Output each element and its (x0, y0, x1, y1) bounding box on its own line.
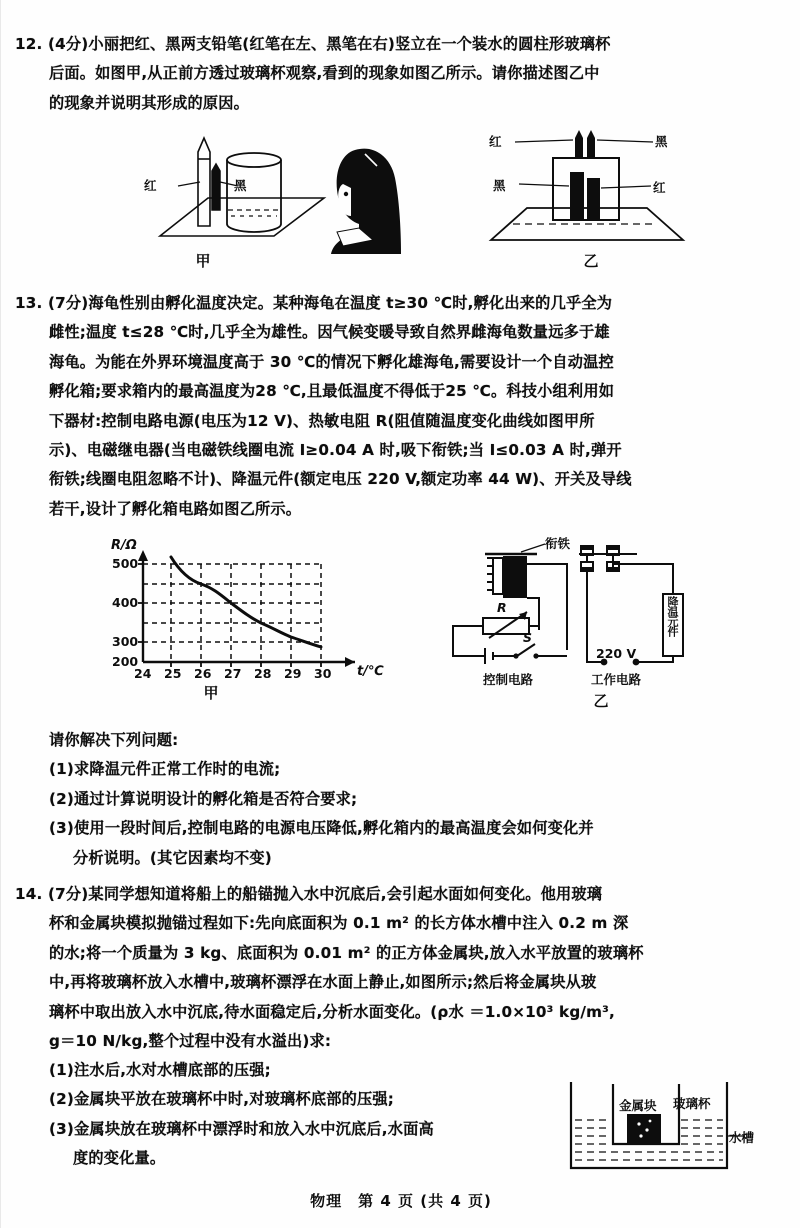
question-14-sub-3-cont: 度的变化量。 (73, 1149, 166, 1168)
graph-x-axis-label: t/℃ (357, 664, 384, 679)
circuit-label-working-circuit: 工作电路 (591, 672, 642, 687)
graph-xtick-28: 28 (254, 666, 272, 681)
circuit-label-control-circuit: 控制电路 (483, 672, 534, 687)
question-12-line-2: 后面。如图甲,从正前方透过玻璃杯观察,看到的现象如图乙所示。请你描述图乙中 (49, 64, 600, 83)
figure-12-yi-label-bottom-black: 黑 (493, 178, 506, 193)
graph-xtick-24: 24 (134, 666, 152, 681)
figure-14-label-glass-cup: 玻璃杯 (673, 1096, 711, 1111)
graph-y-axis-label: R/Ω (111, 538, 137, 553)
question-14-line-5: 璃杯中取出放入水中沉底,待水面稳定后,分析水面变化。(ρ水 ＝1.0×10³ kg/m³, (49, 1002, 615, 1021)
graph-ytick-200: 200 (112, 654, 139, 669)
graph-xtick-29: 29 (284, 666, 302, 681)
figure-12-jia-label-black: 黑 (234, 178, 247, 193)
figure-13-graph (109, 538, 384, 690)
graph-xtick-30: 30 (314, 666, 332, 681)
question-13-sub-2: (2)通过计算说明设计的孵化箱是否符合要求; (49, 789, 358, 808)
question-13-subquestions (15, 726, 787, 873)
figure-12-yi (471, 128, 701, 250)
circuit-label-thermistor: R (497, 600, 507, 615)
circuit-label-switch: S (523, 630, 533, 645)
question-13-line-2: 雌性;温度 t≤28 ℃时,几乎全为雄性。因气候变暖导致自然界雌海龟数量远多于雄 (49, 323, 610, 342)
figure-14-label-water-tank: 水槽 (729, 1130, 755, 1145)
question-13-line-4: 孵化箱;要求箱内的最高温度为28 ℃,且最低温度不得低于25 ℃。科技小组利用如 (49, 382, 615, 401)
circuit-label-mains-voltage: 220 V (596, 646, 637, 661)
question-13-line-1: 13. (7分)海龟性别由孵化温度决定。某种海龟在温度 t≥30 ℃时,孵化出来的几乎全为 (15, 294, 613, 312)
figure-12-jia-caption: 甲 (195, 252, 211, 270)
figure-12-yi-label-bottom-red: 红 (653, 180, 666, 195)
question-13-line-3: 海龟。为能在外界环境温度高于 30 ℃的情况下孵化雄海龟,需要设计一个自动温控 (49, 352, 614, 371)
question-13-line-5: 下器材:控制电路电源(电压为12 V)、热敏电阻 R(阻值随温度变化曲线如图甲所 (49, 411, 595, 430)
graph-xtick-27: 27 (224, 666, 242, 681)
figure-12-yi-label-top-red: 红 (489, 134, 502, 149)
question-12-text (15, 30, 787, 118)
figure-14-label-metal-block: 金属块 (619, 1098, 657, 1113)
figure-12-observer (313, 128, 413, 256)
question-13-line-7: 衔铁;线圈电阻忽略不计)、降温元件(额定电压 220 V,额定功率 44 W)、开关及导线 (49, 470, 632, 489)
question-14-line-6: g＝10 N/kg,整个过程中没有水溢出)求: (49, 1032, 332, 1051)
question-14-sub-3: (3)金属块放在玻璃杯中漂浮时和放入水中沉底后,水面高 (49, 1119, 434, 1138)
question-14-sub-1: (1)注水后,水对水槽底部的压强; (49, 1061, 271, 1079)
graph-xtick-25: 25 (164, 666, 182, 681)
question-12-line-1: 12. (4分)小丽把红、黑两支铅笔(红笔在左、黑笔在右)竖立在一个装水的圆柱形玻璃杯 (15, 35, 611, 53)
question-13-prompt: 请你解决下列问题: (49, 731, 179, 749)
question-14-line-4: 中,再将玻璃杯放入水槽中,玻璃杯漂浮在水面上静止,如图所示;然后将金属块从玻 (49, 973, 597, 992)
figure-14-tank (557, 1078, 757, 1178)
graph-ytick-400: 400 (112, 595, 139, 610)
figure-13-jia-caption: 甲 (203, 684, 219, 702)
figure-13-yi-caption: 乙 (593, 692, 609, 710)
graph-ytick-500: 500 (112, 556, 139, 571)
question-14-line-3: 的水;将一个质量为 3 kg、底面积为 0.01 m² 的正方体金属块,放入水平放置的玻璃杯 (49, 943, 644, 962)
question-14-sub-2: (2)金属块平放在玻璃杯中时,对玻璃杯底部的压强; (49, 1090, 395, 1109)
question-12-line-3: 的现象并说明其形成的原因。 (49, 93, 250, 112)
question-14-text (15, 880, 787, 1056)
question-14-subquestions (15, 1056, 575, 1174)
graph-ytick-300: 300 (112, 634, 139, 649)
figure-12-yi-caption: 乙 (583, 252, 599, 270)
question-14-line-2: 杯和金属块模拟抛锚过程如下:先向底面积为 0.1 m² 的长方体水槽中注入 0.2 m 深 (49, 914, 629, 933)
question-14-line-1: 14. (7分)某同学想知道将船上的船锚抛入水中沉底后,会引起水面如何变化。他用玻璃 (15, 885, 603, 903)
question-13-text (15, 289, 787, 524)
graph-xtick-26: 26 (194, 666, 212, 681)
figure-13-circuit (441, 538, 761, 688)
figure-12-jia-label-red: 红 (144, 178, 157, 193)
circuit-label-armature: 衔铁 (545, 536, 571, 551)
question-13-sub-1: (1)求降温元件正常工作时的电流; (49, 760, 281, 779)
question-13-line-8: 若干,设计了孵化箱电路如图乙所示。 (49, 499, 302, 518)
page-footer: 物理 第 4 页 (共 4 页) (310, 1192, 492, 1210)
question-13-sub-3-cont: 分析说明。(其它因素均不变) (73, 848, 272, 867)
figure-12-yi-label-top-black: 黑 (655, 134, 668, 149)
question-13-line-6: 示)、电磁继电器(当电磁铁线圈电流 I≥0.04 A 时,吸下衔铁;当 I≤0.03 A 时,弹开 (49, 441, 622, 460)
circuit-label-cooling-element: 降温元件 (666, 596, 679, 636)
question-13-sub-3: (3)使用一段时间后,控制电路的电源电压降低,孵化箱内的最高温度会如何变化并 (49, 819, 594, 838)
